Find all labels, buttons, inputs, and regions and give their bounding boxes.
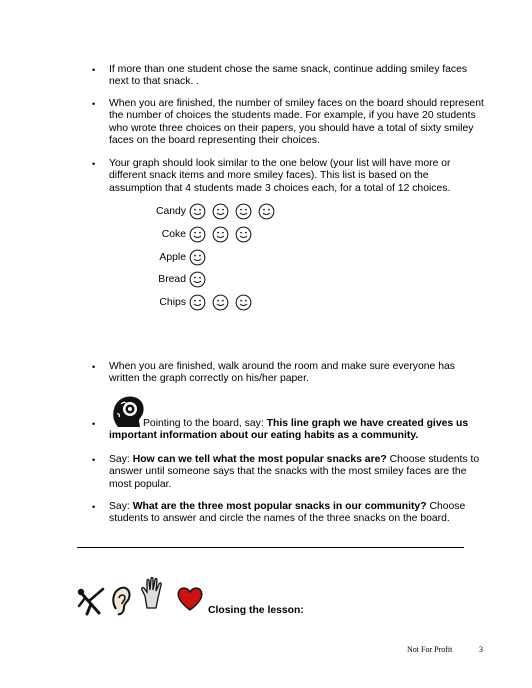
snack-label: Bread	[158, 273, 186, 285]
snack-label: Chips	[159, 296, 186, 308]
pictograph-row	[150, 223, 258, 245]
smiley-face-icon	[189, 203, 206, 220]
bullet-marker: •	[92, 455, 96, 465]
bullet-marker: •	[92, 65, 96, 75]
smiley-faces	[189, 294, 258, 311]
say-lead: Say:	[109, 454, 133, 465]
pointing-paragraph	[109, 418, 484, 443]
pictograph-row	[150, 291, 258, 313]
smiley-faces	[189, 271, 212, 288]
smiley-face-icon	[189, 249, 206, 266]
smiley-face-icon	[189, 294, 206, 311]
smiley-faces	[189, 203, 281, 220]
say-question: How can we tell what the most popular snacks are?	[132, 454, 387, 465]
pointing-lead: Pointing to the board, say:	[143, 418, 267, 429]
smiley-face-icon	[235, 294, 252, 311]
pictograph-row	[150, 246, 212, 268]
page-number: 3	[479, 645, 483, 654]
smiley-face-icon	[235, 226, 252, 243]
smiley-face-icon	[258, 203, 275, 220]
ear-icon	[110, 585, 132, 617]
smiley-face-icon	[212, 226, 229, 243]
smiley-face-icon	[189, 271, 206, 288]
section-divider	[77, 547, 464, 548]
bullet-paragraph-2: When you are finished, the number of smiley faces on the board should represent the number of choices the students made. For example, if you have 20 students who wrote three choices on their papers, you should have a total of sixty smiley faces on the board representing their choices.	[109, 98, 484, 146]
bullet-marker: •	[92, 419, 96, 429]
bullet-paragraph-1: If more than one student chose the same snack, continue adding smiley faces next to that snack. .	[109, 64, 468, 88]
smiley-face-icon	[235, 203, 252, 220]
say-instruction: Choose students to answer and circle the names of the three snacks on the board.	[109, 501, 466, 525]
bullet-paragraph-4: When you are finished, walk around the room and make sure everyone has written the graph correctly on his/her paper.	[109, 361, 455, 385]
say-paragraph-1	[109, 454, 484, 491]
smiley-faces	[189, 249, 212, 266]
hand-icon	[140, 576, 166, 610]
bullet-marker: •	[92, 99, 96, 109]
pictograph-row	[150, 200, 281, 222]
snack-label: Coke	[161, 228, 186, 240]
footer-label: Not For Profit	[407, 645, 453, 654]
snack-label: Apple	[159, 251, 186, 263]
pictograph-row	[150, 268, 212, 290]
snack-label: Candy	[155, 205, 186, 217]
smiley-face-icon	[189, 226, 206, 243]
stretching-figure-icon	[77, 584, 107, 616]
bullet-marker: •	[92, 502, 96, 512]
smiley-faces	[189, 226, 258, 243]
smiley-face-icon	[212, 203, 229, 220]
heart-icon	[176, 586, 204, 612]
say-question: What are the three most popular snacks in our community?	[132, 501, 427, 512]
bullet-marker: •	[92, 362, 96, 372]
say-paragraph-2	[109, 501, 484, 526]
bullet-marker: •	[92, 159, 96, 169]
bullet-paragraph-3: Your graph should look similar to the one below (your list will have more or different snack items and more smiley faces). This list is based on the assumption that 4 students made 3 choices each, for a total of 12 choices.	[109, 158, 451, 194]
smiley-face-icon	[212, 294, 229, 311]
say-lead: Say:	[109, 501, 133, 512]
pointing-quote: This line graph we have created gives us important information about our eating habits as a community.	[109, 418, 469, 442]
say-instruction: Choose students to answer until someone says that the snacks with the most smiley faces are the most popular.	[109, 454, 480, 490]
closing-heading: Closing the lesson:	[208, 605, 304, 616]
